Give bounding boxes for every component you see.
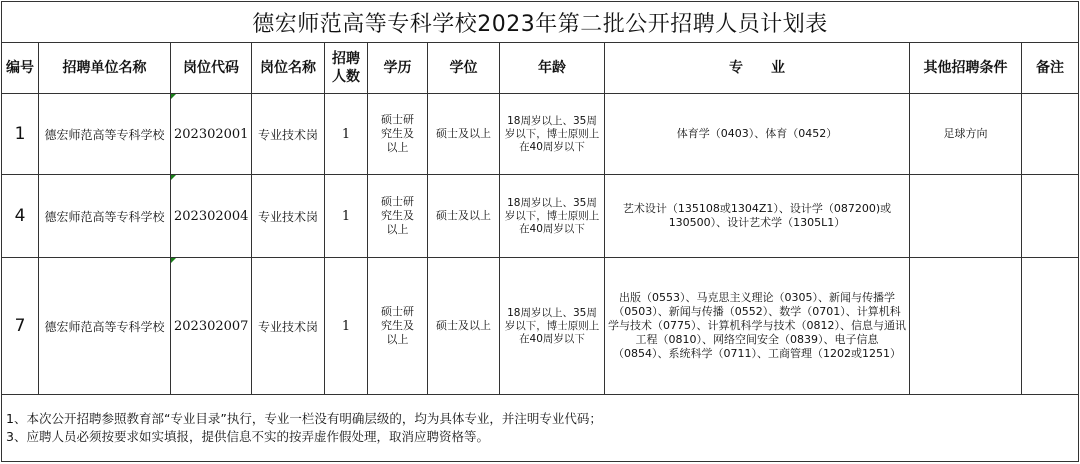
row-count: 1 <box>325 258 368 395</box>
row-post: 专业技术岗 <box>252 175 325 258</box>
row-age: 18周岁以上、35周岁以下，博士原则上在40周岁以下 <box>500 175 605 258</box>
row-other <box>910 175 1022 258</box>
row-no: 7 <box>2 258 39 395</box>
notes <box>2 395 1079 462</box>
row-code: 202302007 <box>171 258 252 395</box>
row-unit: 德宏师范高等专科学校 <box>39 258 171 395</box>
row-age: 18周岁以上、35周岁以下，博士原则上在40周岁以下 <box>500 258 605 395</box>
row-unit: 德宏师范高等专科学校 <box>39 175 171 258</box>
table-row <box>2 94 1079 175</box>
row-edu: 硕士研究生及以上 <box>368 258 428 395</box>
header-degree: 学位 <box>428 43 500 94</box>
header-remark: 备注 <box>1022 43 1079 94</box>
row-major: 艺术设计（135108或1304Z1）、设计学（087200)或130500）、设计艺术学（1305L1） <box>605 175 910 258</box>
row-degree: 硕士及以上 <box>428 94 500 175</box>
row-post: 专业技术岗 <box>252 258 325 395</box>
row-count: 1 <box>325 94 368 175</box>
row-unit: 德宏师范高等专科学校 <box>39 94 171 175</box>
row-age: 18周岁以上、35周岁以下，博士原则上在40周岁以下 <box>500 94 605 175</box>
row-other <box>910 258 1022 395</box>
header-code: 岗位代码 <box>171 43 252 94</box>
row-remark <box>1022 175 1079 258</box>
row-count: 1 <box>325 175 368 258</box>
header-count: 招聘人数 <box>325 43 368 94</box>
row-post: 专业技术岗 <box>252 94 325 175</box>
row-remark <box>1022 258 1079 395</box>
row-remark <box>1022 94 1079 175</box>
header-age: 年龄 <box>500 43 605 94</box>
recruitment-plan-table <box>1 1 1079 462</box>
row-edu: 硕士研究生及以上 <box>368 175 428 258</box>
row-code: 202302001 <box>171 94 252 175</box>
row-no: 4 <box>2 175 39 258</box>
row-degree: 硕士及以上 <box>428 258 500 395</box>
page-title: 德宏师范高等专科学校2023年第二批公开招聘人员计划表 <box>2 2 1079 43</box>
row-degree: 硕士及以上 <box>428 175 500 258</box>
note-line: 1、本次公开招聘参照教育部“专业目录”执行，专业一栏没有明确层级的，均为具体专业，并注明专业代码； <box>6 411 602 426</box>
header-no: 编号 <box>2 43 39 94</box>
header-post: 岗位名称 <box>252 43 325 94</box>
header-major: 专 业 <box>605 43 910 94</box>
notes-row <box>2 395 1079 462</box>
table-row <box>2 175 1079 258</box>
row-major: 出版（0553）、马克思主义理论（0305）、新闻与传播学（0503）、新闻与传播（0552）、数学（0701）、计算机科学与技术（0775）、计算机科学与技术（0812）、信息与通讯工程（0810）、网络空间安全（0839）、电子信息（0854）、系统科学（0711）、工商管理（1202或1251） <box>605 258 910 395</box>
row-edu: 硕士研究生及以上 <box>368 94 428 175</box>
row-code: 202302004 <box>171 175 252 258</box>
header-other: 其他招聘条件 <box>910 43 1022 94</box>
row-other: 足球方向 <box>910 94 1022 175</box>
header-unit: 招聘单位名称 <box>39 43 171 94</box>
row-major: 体育学（0403）、体育（0452） <box>605 94 910 175</box>
header-edu: 学历 <box>368 43 428 94</box>
header-row <box>2 43 1079 94</box>
table-row <box>2 258 1079 395</box>
row-no: 1 <box>2 94 39 175</box>
note-line: 3、应聘人员必须按要求如实填报，提供信息不实的按弄虚作假处理，取消应聘资格等。 <box>6 429 489 444</box>
